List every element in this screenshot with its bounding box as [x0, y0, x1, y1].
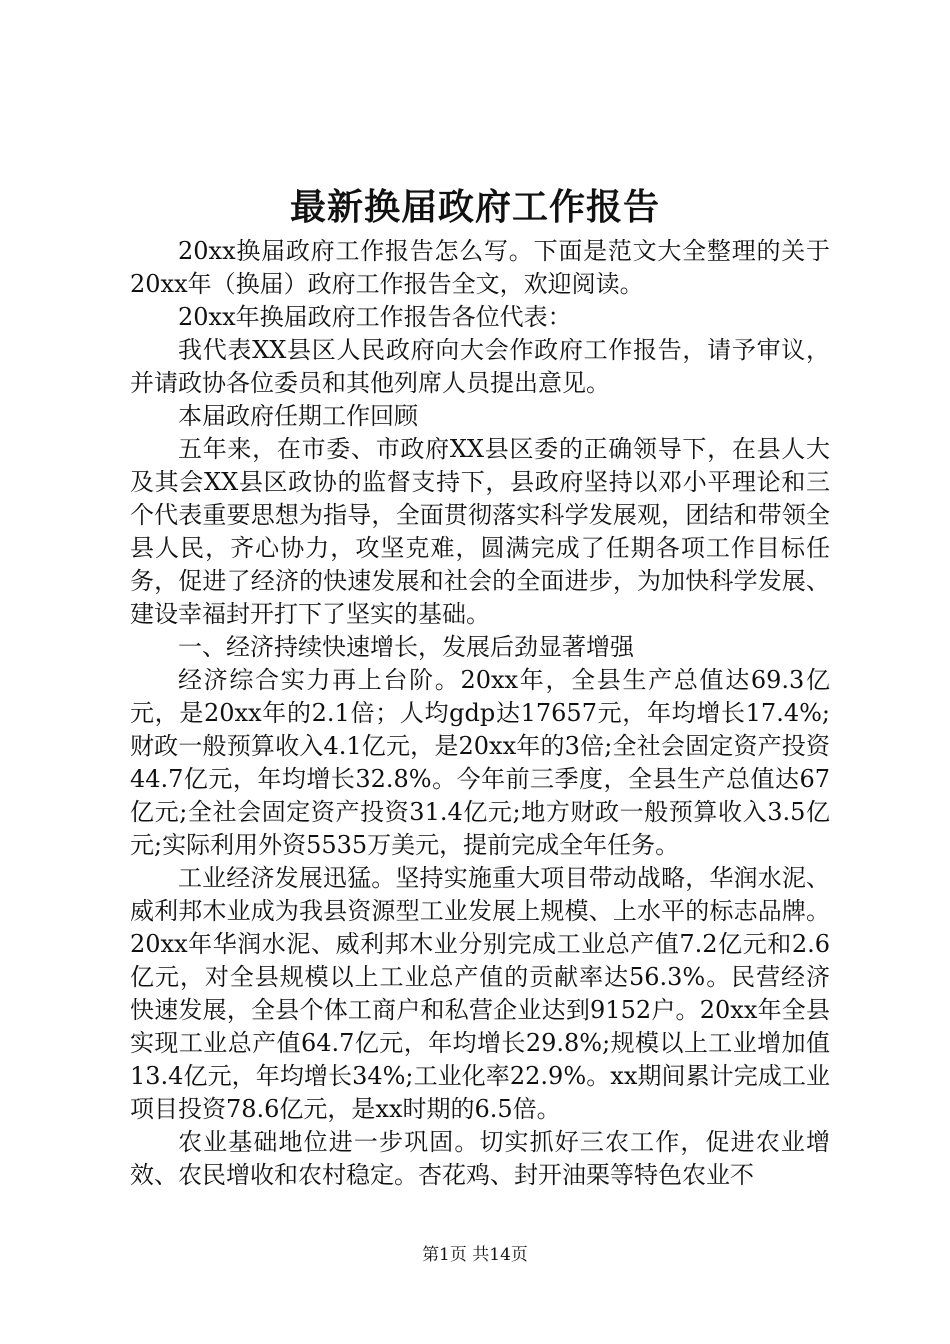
paragraph-agriculture: 农业基础地位进一步巩固。切实抓好三农工作，促进农业增效、农民增收和农村稳定。杏花鸡、封开油栗等特色农业不 [130, 1128, 830, 1189]
section-heading-economy: 一、经济持续快速增长，发展后劲显著增强 [178, 633, 634, 661]
page-footer: 第1页 共14页 [422, 1245, 528, 1265]
paragraph-five-years: 五年来，在市委、市政府XX县区委的正确领导下，在县人大及其会XX县区政协的监督支持下，县政府坚持以邓小平理论和三个代表重要思想为指导，全面贯彻落实科学发展观，团结和带领全县人民，齐心协力，攻坚克难，圆满完成了任期各项工作目标任务，促进了经济的快速发展和社会的全面进步，为加快科学发展、建设幸福封开打下了坚实的基础。 [130, 435, 830, 628]
paragraph-intro: 20xx换届政府工作报告怎么写。下面是范文大全整理的关于20xx年（换届）政府工作报告全文，欢迎阅读。 [130, 237, 830, 298]
document-title: 最新换届政府工作报告 [289, 186, 660, 228]
paragraph-economic-strength: 经济综合实力再上台阶。20xx年，全县生产总值达69.3亿元，是20xx年的2.1倍；人均gdp达17657元，年均增长17.4%;财政一般预算收入4.1亿元，是20xx年的3倍;全社会固定资产投资44.7亿元，年均增长32.8%。今年前三季度，全县生产总值达67亿元;全社会固定资产投资31.4亿元;地方财政一般预算收入3.5亿元;实际利用外资5535万美元，提前完成全年任务。 [130, 666, 830, 859]
section-heading-review: 本届政府任期工作回顾 [178, 402, 418, 430]
paragraph-salutation: 20xx年换届政府工作报告各位代表： [178, 303, 572, 331]
paragraph-industrial-economy: 工业经济发展迅猛。坚持实施重大项目带动战略，华润水泥、威利邦木业成为我县资源型工业发展上规模、上水平的标志品牌。20xx年华润水泥、威利邦木业分别完成工业总产值7.2亿元和2.6亿元，对全县规模以上工业总产值的贡献率达56.3%。民营经济快速发展，全县个体工商户和私营企业达到9152户。20xx年全县实现工业总产值64.7亿元，年均增长29.8%;规模以上工业增加值13.4亿元，年均增长34%;工业化率22.9%。xx期间累计完成工业项目投资78.6亿元，是xx时期的6.5倍。 [130, 864, 830, 1123]
paragraph-report-statement: 我代表XX县区人民政府向大会作政府工作报告，请予审议，并请政协各位委员和其他列席人员提出意见。 [130, 336, 830, 397]
document-body [130, 235, 830, 1192]
